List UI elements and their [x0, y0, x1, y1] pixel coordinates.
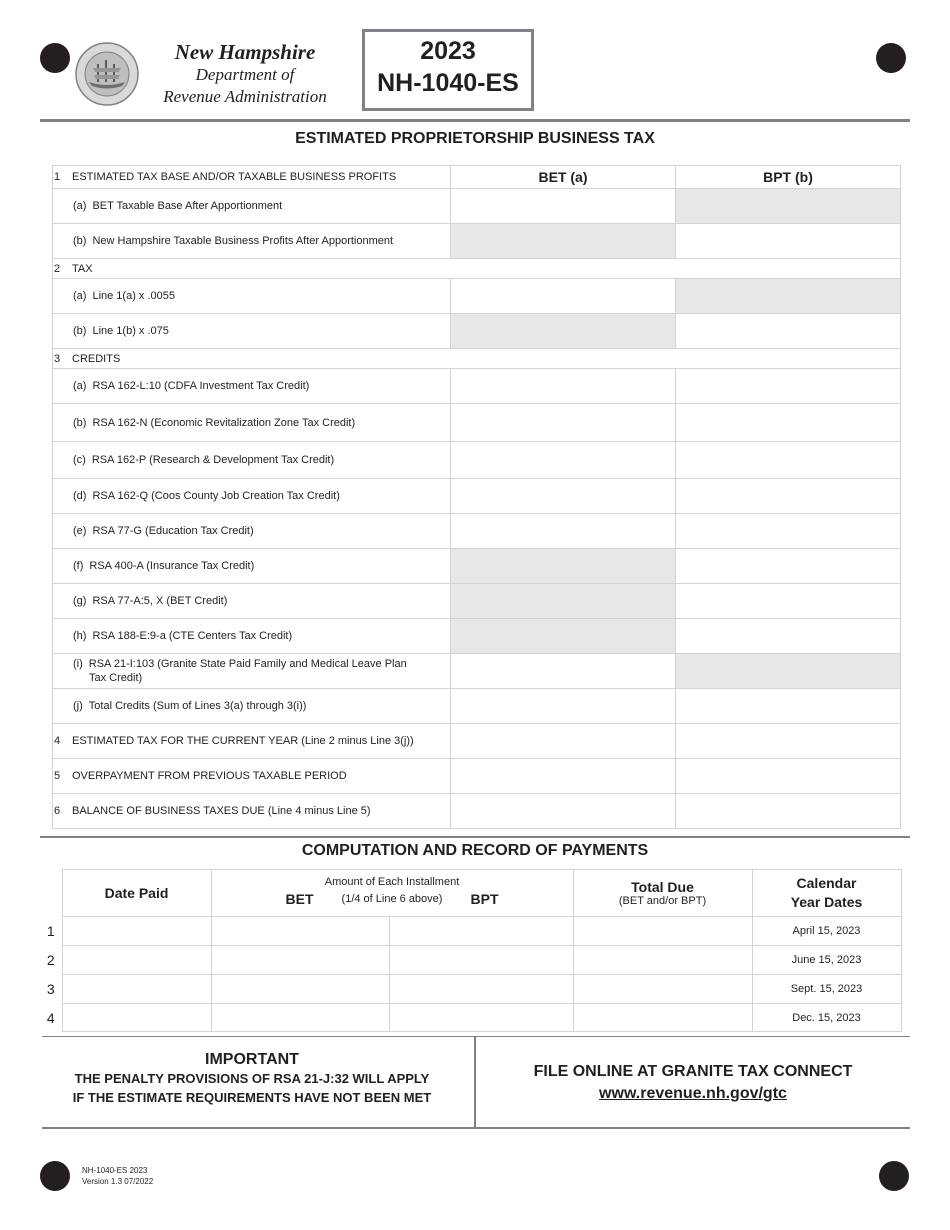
line-3b-bpt-field[interactable] — [676, 404, 901, 442]
table-row — [40, 917, 901, 946]
line-2-label — [53, 259, 901, 279]
line-number: 2 — [54, 262, 61, 275]
line-3c-bpt-field[interactable] — [676, 442, 901, 479]
important-heading: IMPORTANT — [205, 1051, 299, 1068]
registration-mark-top-right — [876, 43, 906, 73]
line-3j-label — [53, 689, 451, 724]
line-text: RSA 21-I:103 (Granite State Paid Family and Medical Leave Plan — [88, 658, 407, 670]
line-text: CREDITS — [72, 352, 121, 365]
line-3a-bpt-field[interactable] — [676, 369, 901, 404]
line-text: ESTIMATED TAX BASE AND/OR TAXABLE BUSINESS PROFITS — [72, 171, 397, 183]
section-title-estimated-tax: ESTIMATED PROPRIETORSHIP BUSINESS TAX — [295, 130, 655, 147]
column-header-bet: BET (a) — [451, 166, 676, 189]
payment-2-date-paid-field[interactable] — [62, 946, 211, 975]
sub-letter: (a) — [73, 200, 87, 212]
payment-1-total-field[interactable] — [573, 917, 752, 946]
line-3b-label — [53, 404, 451, 442]
table-row — [53, 619, 901, 654]
line-number: 4 — [54, 735, 61, 747]
footer-form-id: NH-1040-ES 2023 — [82, 1166, 148, 1175]
line-4-bet-field[interactable] — [451, 724, 676, 759]
line-6-label — [53, 794, 451, 829]
header-divider — [40, 119, 910, 122]
line-2b-bpt-field[interactable] — [676, 314, 901, 349]
agency-name — [140, 40, 350, 108]
table-row — [40, 946, 901, 975]
line-3g-bet-shaded — [451, 584, 676, 619]
table-row — [53, 189, 901, 224]
line-3e-label — [53, 514, 451, 549]
footer-form-info — [82, 1165, 153, 1187]
column-header-bpt: BPT (b) — [676, 166, 901, 189]
line-3e-bpt-field[interactable] — [676, 514, 901, 549]
line-1b-bet-shaded — [451, 224, 676, 259]
line-2a-label — [53, 279, 451, 314]
payment-4-bpt-field[interactable] — [389, 1004, 573, 1032]
line-2b-bet-shaded — [451, 314, 676, 349]
gtc-link[interactable]: www.revenue.nh.gov/gtc — [599, 1085, 787, 1102]
table-row — [53, 224, 901, 259]
line-text: OVERPAYMENT FROM PREVIOUS TAXABLE PERIOD — [72, 770, 347, 782]
line-text-continued: Tax Credit) — [89, 672, 143, 684]
line-2a-bpt-shaded — [676, 279, 901, 314]
sub-letter: (a) — [73, 290, 87, 302]
line-1b-bpt-field[interactable] — [676, 224, 901, 259]
payment-4-date-paid-field[interactable] — [62, 1004, 211, 1032]
amount-note: (1/4 of Line 6 above) — [341, 893, 443, 905]
sub-letter: (i) — [73, 658, 83, 670]
line-text: TAX — [72, 262, 93, 275]
payments-table — [40, 869, 902, 1032]
line-3j-bet-field[interactable] — [451, 689, 676, 724]
line-4-label — [53, 724, 451, 759]
sub-letter: (b) — [73, 235, 87, 247]
payment-row-number: 3 — [46, 981, 55, 997]
line-5-bpt-field[interactable] — [676, 759, 901, 794]
table-row — [53, 584, 901, 619]
sub-letter: (e) — [73, 525, 87, 537]
payment-3-due-date: Sept. 15, 2023 — [752, 975, 901, 1004]
table-row — [53, 404, 901, 442]
line-6-bet-field[interactable] — [451, 794, 676, 829]
table-row — [53, 279, 901, 314]
line-3h-label — [53, 619, 451, 654]
line-1a-label — [53, 189, 451, 224]
registration-mark-bottom-right — [879, 1161, 909, 1191]
table-row — [53, 314, 901, 349]
sub-letter: (b) — [73, 416, 87, 429]
sub-letter: (b) — [73, 325, 87, 337]
payment-2-due-date: June 15, 2023 — [752, 946, 901, 975]
column-header-total-due — [573, 870, 752, 917]
line-3c-label — [53, 442, 451, 479]
calendar-label-1: Calendar — [796, 875, 857, 891]
section-title-payments: COMPUTATION AND RECORD OF PAYMENTS — [301, 842, 649, 859]
payment-4-bet-field[interactable] — [211, 1004, 389, 1032]
payment-2-bpt-field[interactable] — [389, 946, 573, 975]
column-header-date-paid: Date Paid — [62, 870, 211, 917]
total-due-label: Total Due — [631, 879, 694, 895]
registration-mark-top-left — [40, 43, 70, 73]
line-text: Total Credits (Sum of Lines 3(a) through 3(i)) — [88, 700, 307, 712]
footer-version: Version 1.3 07/2022 — [82, 1177, 154, 1186]
line-3d-label — [53, 479, 451, 514]
table-row — [40, 1004, 901, 1032]
department-line-1: Department of — [195, 65, 295, 84]
line-3e-bet-field[interactable] — [451, 514, 676, 549]
line-1a-bet-field[interactable] — [451, 189, 676, 224]
bottom-notice-panel — [42, 1036, 910, 1129]
sub-letter: (j) — [73, 700, 83, 712]
panel-divider — [474, 1037, 476, 1127]
sub-letter: (d) — [73, 490, 87, 502]
payment-3-bet-field[interactable] — [211, 975, 389, 1004]
payment-1-date-paid-field[interactable] — [62, 917, 211, 946]
file-online-notice — [478, 1061, 908, 1105]
state-name: New Hampshire — [174, 40, 316, 64]
line-3f-label — [53, 549, 451, 584]
sub-letter: (g) — [73, 595, 87, 607]
department-line-2: Revenue Administration — [163, 87, 327, 106]
line-3c-bet-field[interactable] — [451, 442, 676, 479]
state-seal-icon — [75, 42, 139, 106]
payment-3-total-field[interactable] — [573, 975, 752, 1004]
line-3g-label — [53, 584, 451, 619]
payment-3-bpt-field[interactable] — [389, 975, 573, 1004]
row-number-spacer — [40, 870, 62, 917]
payment-1-due-date: April 15, 2023 — [752, 917, 901, 946]
file-online-heading: FILE ONLINE AT GRANITE TAX CONNECT — [533, 1063, 853, 1080]
line-text: New Hampshire Taxable Business Profits After Apportionment — [92, 235, 394, 247]
line-3i-bpt-shaded — [676, 654, 901, 689]
amount-bet-label: BET — [285, 891, 314, 907]
line-5-bet-field[interactable] — [451, 759, 676, 794]
payment-4-total-field[interactable] — [573, 1004, 752, 1032]
table-row — [53, 259, 901, 279]
important-line-2: IF THE ESTIMATE REQUIREMENTS HAVE NOT BEEN MET — [72, 1090, 432, 1105]
line-3h-bet-shaded — [451, 619, 676, 654]
line-3d-bet-field[interactable] — [451, 479, 676, 514]
line-text: RSA 162-Q (Coos County Job Creation Tax Credit) — [92, 490, 340, 502]
payment-1-bpt-field[interactable] — [389, 917, 573, 946]
estimated-tax-table — [52, 165, 901, 829]
column-header-amount — [211, 870, 573, 917]
line-3b-bet-field[interactable] — [451, 404, 676, 442]
line-3i-bet-field[interactable] — [451, 654, 676, 689]
table-row — [53, 689, 901, 724]
sub-letter: (h) — [73, 630, 87, 642]
table-row — [53, 759, 901, 794]
line-3d-bpt-field[interactable] — [676, 479, 901, 514]
line-4-bpt-field[interactable] — [676, 724, 901, 759]
line-3j-bpt-field[interactable] — [676, 689, 901, 724]
line-2a-bet-field[interactable] — [451, 279, 676, 314]
line-3-label — [53, 349, 901, 369]
line-6-bpt-field[interactable] — [676, 794, 901, 829]
payment-row-number: 1 — [46, 923, 55, 939]
line-5-label — [53, 759, 451, 794]
table-row — [53, 724, 901, 759]
registration-mark-bottom-left — [40, 1161, 70, 1191]
payment-1-bet-field[interactable] — [211, 917, 389, 946]
table-row — [53, 794, 901, 829]
table-row — [53, 479, 901, 514]
form-year: 2023 — [420, 37, 476, 65]
important-notice — [42, 1051, 462, 1107]
payment-4-due-date: Dec. 15, 2023 — [752, 1004, 901, 1032]
column-header-calendar-dates — [752, 870, 901, 917]
table-row — [53, 654, 901, 689]
total-due-note: (BET and/or BPT) — [618, 895, 707, 907]
line-text: RSA 77-G (Education Tax Credit) — [92, 525, 254, 537]
table-row — [53, 549, 901, 584]
amount-bpt-label: BPT — [470, 891, 499, 907]
line-1b-label — [53, 224, 451, 259]
table-row — [53, 166, 901, 189]
payment-2-bet-field[interactable] — [211, 946, 389, 975]
line-number: 6 — [54, 805, 61, 817]
line-3i-label — [53, 654, 451, 689]
line-text: RSA 162-N (Economic Revitalization Zone Tax Credit) — [92, 416, 356, 429]
line-text: BET Taxable Base After Apportionment — [92, 200, 283, 212]
line-3g-bpt-field[interactable] — [676, 584, 901, 619]
line-number: 1 — [54, 171, 61, 183]
line-2b-label — [53, 314, 451, 349]
line-3h-bpt-field[interactable] — [676, 619, 901, 654]
line-text: RSA 162-L:10 (CDFA Investment Tax Credit) — [92, 380, 310, 392]
form-id-box — [362, 29, 534, 111]
table-row — [53, 349, 901, 369]
line-number: 3 — [54, 352, 61, 365]
line-text: RSA 162-P (Research & Development Tax Credit) — [91, 454, 335, 466]
line-3f-bet-shaded — [451, 549, 676, 584]
table-row — [53, 514, 901, 549]
sub-letter: (c) — [73, 454, 86, 466]
sub-letter: (f) — [73, 560, 84, 572]
line-text: RSA 400-A (Insurance Tax Credit) — [89, 560, 255, 572]
calendar-label-2: Year Dates — [790, 894, 863, 910]
table-row — [53, 442, 901, 479]
important-line-1: THE PENALTY PROVISIONS OF RSA 21-J:32 WILL APPLY — [74, 1071, 430, 1086]
line-text: Line 1(a) x .0055 — [92, 290, 176, 302]
form-number: NH-1040-ES — [377, 69, 519, 97]
sub-letter: (a) — [73, 380, 87, 392]
line-number: 5 — [54, 770, 61, 782]
line-1a-bpt-shaded — [676, 189, 901, 224]
table-row — [40, 975, 901, 1004]
table-row — [53, 369, 901, 404]
line-text: Line 1(b) x .075 — [92, 325, 169, 337]
payment-row-number: 2 — [46, 952, 55, 968]
payment-2-total-field[interactable] — [573, 946, 752, 975]
line-text: RSA 77-A:5, X (BET Credit) — [92, 595, 228, 607]
line-1-label — [53, 166, 451, 189]
line-3a-bet-field[interactable] — [451, 369, 676, 404]
section-divider — [40, 836, 910, 838]
line-text: RSA 188-E:9-a (CTE Centers Tax Credit) — [92, 630, 293, 642]
payment-row-number: 4 — [46, 1009, 55, 1026]
line-text: ESTIMATED TAX FOR THE CURRENT YEAR (Line 2 minus Line 3(j)) — [72, 735, 414, 747]
amount-caption: Amount of Each Installment — [324, 876, 460, 888]
line-3f-bpt-field[interactable] — [676, 549, 901, 584]
line-text: BALANCE OF BUSINESS TAXES DUE (Line 4 minus Line 5) — [72, 805, 371, 817]
payment-3-date-paid-field[interactable] — [62, 975, 211, 1004]
table-header-row — [40, 870, 901, 917]
line-3a-label — [53, 369, 451, 404]
